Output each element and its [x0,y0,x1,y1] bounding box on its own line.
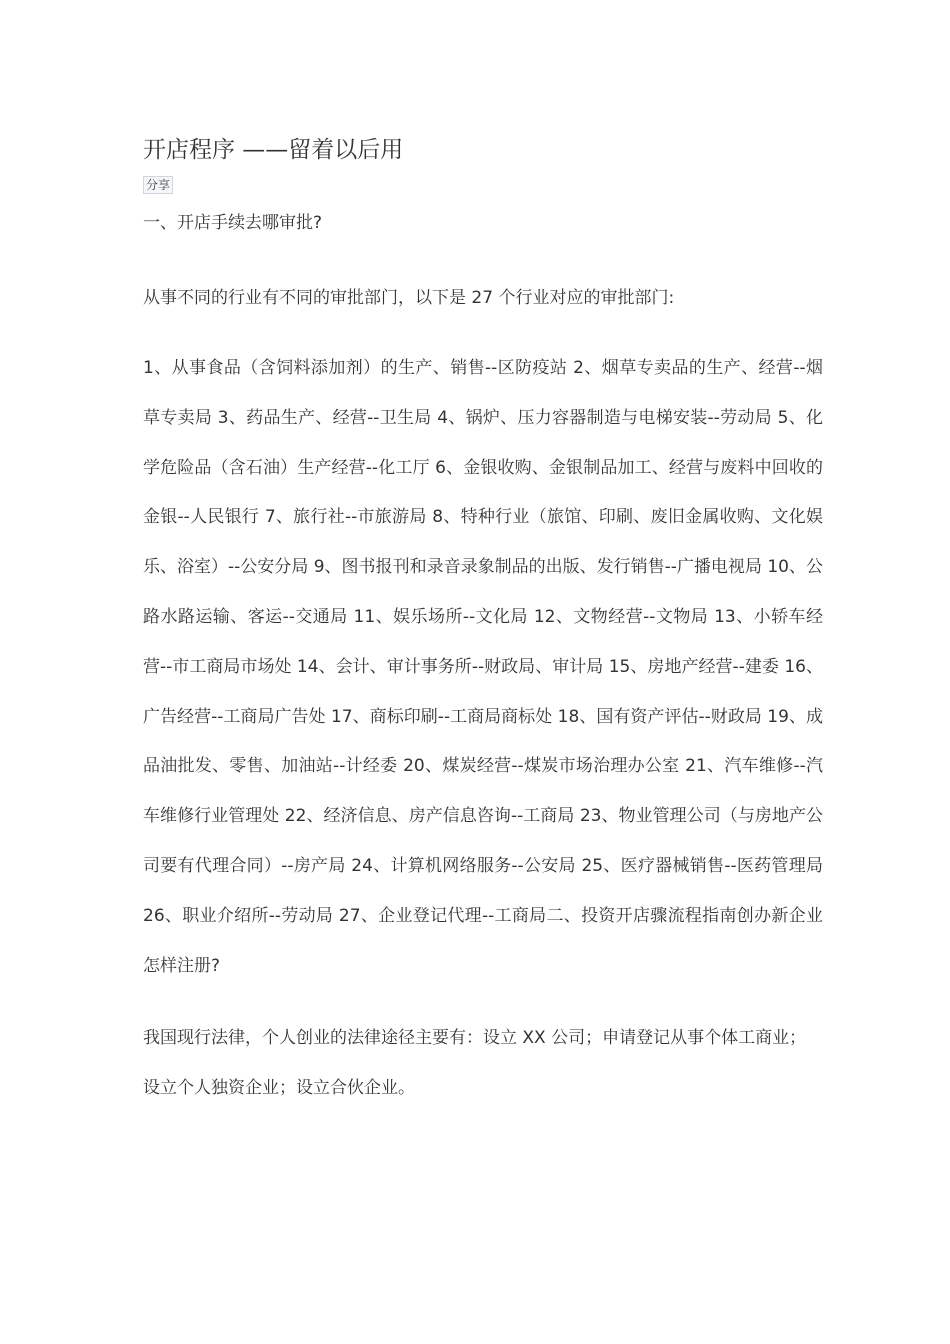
closing-paragraph: 我国现行法律，个人创业的法律途径主要有：设立 XX 公司；申请登记从事个体工商业；设立个人独资企业；设立合伙企业。 [143,1028,807,1099]
section-heading: 一、开店手续去哪审批? [143,213,323,233]
document-title: 开店程序 ——留着以后用 [143,137,404,163]
intro-paragraph: 从事不同的行业有不同的审批部门，以下是 27 个行业对应的审批部门: [143,288,675,308]
industry-approval-list: 1、从事食品（含饲料添加剂）的生产、销售--区防疫站 2、烟草专卖品的生产、经营--烟草专卖局 3、药品生产、经营--卫生局 4、锅炉、压力容器制造与电梯安装--劳动局 5、化学危险品（含石油）生产经营--化工厅 6、金银收购、金银制品加工、经营与废料中回收的金银--人民银行 7、旅行社--市旅游局 8、特种行业（旅馆、印刷、废旧金属收购、文化娱乐、浴室）--公安分局 9、图书报刊和录音录象制品的出版、发行销售--广播电视局 10、公路水路运输、客运--交通局 11、娱乐场所--文化局 12、文物经营--文物局 13、小轿车经营--市工商局市场处 14、会计、审计事务所--财政局、审计局 15、房地产经营--建委 16、广告经营--工商局广告处 17、商标印刷--工商局商标处 18、国有资产评估--财政局 19、成品油批发、零售、加油站--计经委 20、煤炭经营--煤炭市场治理办公室 21、汽车维修--汽车维修行业管理处 22、经济信息、房产信息咨询--工商局 23、物业管理公司（与房地产公司要有代理合同）--房产局 24、计算机网络服务--公安局 25、医疗器械销售--医药管理局 26、职业介绍所--劳动局 27、企业登记代理--工商局二、投资开店骤流程指南创办新企业怎样注册? [143,358,823,976]
share-button[interactable]: 分享 [143,176,173,194]
document-page [143,128,823,1114]
